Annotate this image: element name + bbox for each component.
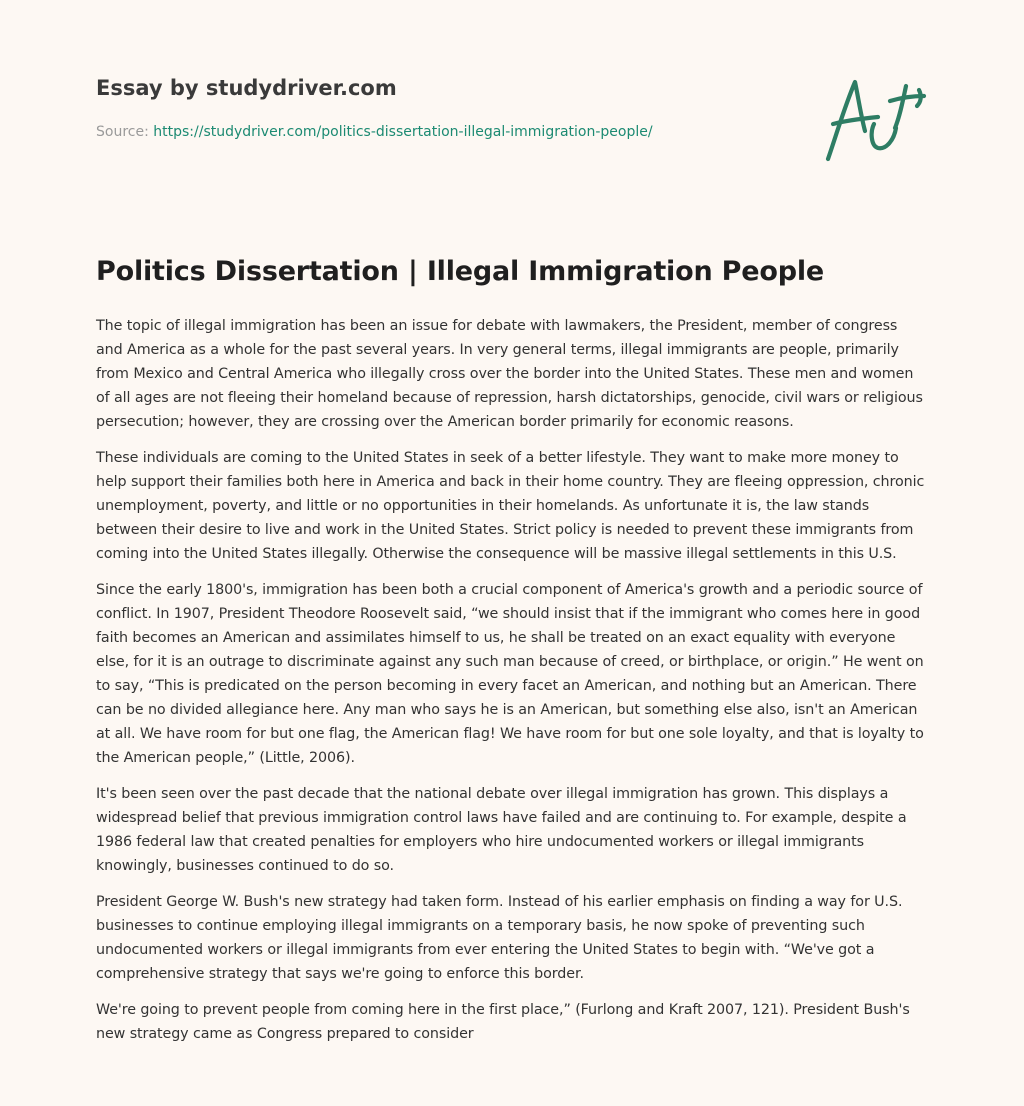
a-plus-grade-icon: [820, 66, 930, 166]
essay-paragraph: These individuals are coming to the United States in seek of a better lifestyle. They want to make more money to help support their families both here in America and back in their home country. They are fleeing oppression, chronic unemployment, poverty, and little or no opportunities in their homelands. As unfortunate it is, the law stands between their desire to live and work in the United States. Strict policy is needed to prevent these immigrants from coming into the United States illegally. Otherwise the consequence will be massive illegal settlements in this U.S.: [96, 450, 925, 562]
essay-paragraph: President George W. Bush's new strategy had taken form. Instead of his earlier emphasis on finding a way for U.S. businesses to continue employing illegal immigrants on a temporary basis, he now spoke of preventing such undocumented workers or illegal immigrants from ever entering the United States to begin with. “We've got a comprehensive strategy that says we're going to enforce this border.: [96, 894, 903, 982]
site-brand: Essay by studydriver.com: [96, 76, 397, 100]
essay-paragraph: Since the early 1800's, immigration has been both a crucial component of America's growth and a periodic source of conflict. In 1907, President Theodore Roosevelt said, “we should insist that if the immigrant who comes here in good faith becomes an American and assimilates himself to us, he shall be treated on an exact equality with everyone else, for it is an outrage to discriminate against any such man because of creed, or birthplace, or origin.” He went on to say, “This is predicated on the person becoming in every facet an American, and nothing but an American. There can be no divided allegiance here. Any man who says he is an American, but something else also, isn't an American at all. We have room for but one flag, the American flag! We have room for but one sole loyalty, and that is loyalty to the American people,” (Little, 2006).: [96, 582, 924, 766]
source-link[interactable]: https://studydriver.com/politics-dissertation-illegal-immigration-people/: [153, 124, 653, 140]
source-label: Source:: [96, 124, 149, 140]
essay-paragraph: The topic of illegal immigration has been an issue for debate with lawmakers, the President, member of congress and America as a whole for the past several years. In very general terms, illegal immigrants are people, primarily from Mexico and Central America who illegally cross over the border into the United States. These men and women of all ages are not fleeing their homeland because of repression, harsh dictatorships, genocide, civil wars or religious persecution; however, they are crossing over the American border primarily for economic reasons.: [96, 318, 923, 430]
essay-body: [96, 314, 928, 1058]
source-line: [96, 124, 653, 140]
essay-paragraph: We're going to prevent people from coming here in the first place,” (Furlong and Kraft 2007, 121). President Bush's new strategy came as Congress prepared to consider: [96, 1002, 910, 1042]
essay-title: Politics Dissertation | Illegal Immigration People: [96, 256, 825, 287]
essay-paragraph: It's been seen over the past decade that the national debate over illegal immigration has grown. This displays a widespread belief that previous immigration control laws have failed and are continuing to. For example, despite a 1986 federal law that created penalties for employers who hire undocumented workers or illegal immigrants knowingly, businesses continued to do so.: [96, 786, 907, 874]
